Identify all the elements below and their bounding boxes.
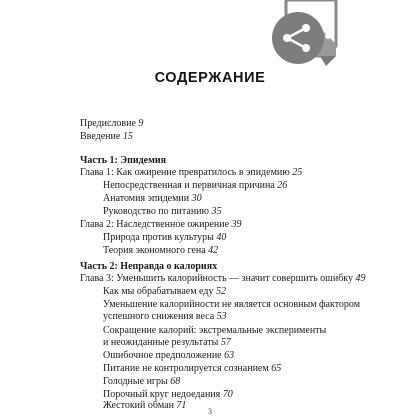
toc-entry-text: Голодные игры: [103, 376, 168, 387]
toc-entry-text: Глава 1: Как ожирение превратилось в эпидемию: [80, 167, 290, 178]
toc-entry-text: успешного снижения веса: [103, 311, 215, 322]
toc-entry-page: 71: [176, 400, 187, 411]
toc-part-text: Часть 2: Неправда о калориях: [80, 261, 218, 272]
toc-entry-text: Глава 3: Уменьшить калорийность — значит совершить ошибку: [80, 273, 353, 284]
toc-entry-page: 53: [216, 311, 227, 322]
toc-entry-preface[interactable]: [80, 118, 143, 130]
page-number: 3: [208, 407, 212, 416]
toc-section[interactable]: [103, 206, 222, 218]
toc-section[interactable]: [103, 325, 326, 337]
toc-chapter-2[interactable]: [80, 219, 242, 231]
toc-entry-text: Теория экономного гена: [103, 245, 206, 256]
toc-section[interactable]: [103, 245, 218, 257]
toc-section-continued[interactable]: [103, 311, 227, 323]
toc-entry-page: 68: [170, 376, 181, 387]
toc-entry-page: 9: [138, 118, 144, 129]
toc-entry-text: Порочный круг недоедания: [103, 389, 221, 400]
toc-part-text: Часть 1: Эпидемия: [80, 155, 167, 166]
toc-entry-page: 42: [208, 245, 219, 256]
toc-entry-page: 40: [216, 232, 227, 243]
toc-entry-text: Глава 2: Наследственное ожирение: [80, 219, 230, 230]
toc-section[interactable]: [103, 299, 360, 311]
toc-entry-page: 57: [220, 337, 231, 348]
toc-entry-page: 30: [191, 193, 202, 204]
share-document-icon[interactable]: [270, 0, 352, 76]
toc-entry-page: 26: [277, 180, 288, 191]
toc-entry-introduction[interactable]: [80, 131, 133, 143]
toc-entry-text: Сокращение калорий: экстремальные эксперименты: [103, 325, 327, 336]
toc-entry-text: Руководство по питанию: [103, 206, 209, 217]
toc-section[interactable]: [103, 350, 234, 362]
toc-entry-text: Ошибочное предположение: [103, 350, 222, 361]
toc-chapter-1[interactable]: [80, 167, 302, 179]
toc-chapter-3[interactable]: [80, 273, 366, 285]
toc-section[interactable]: [103, 286, 226, 298]
toc-entry-text: Питание не контролируется сознанием: [103, 363, 269, 374]
toc-section[interactable]: [103, 376, 180, 388]
toc-part-1[interactable]: [80, 155, 166, 167]
toc-entry-page: 39: [231, 219, 242, 230]
toc-entry-page: 25: [292, 167, 303, 178]
toc-entry-page: 15: [122, 131, 133, 142]
toc-entry-text: Непосредственная и первичная причина: [103, 180, 275, 191]
toc-entry-text: Как мы обрабатываем еду: [103, 286, 214, 297]
toc-entry-page: 52: [215, 286, 226, 297]
toc-entry-page: 49: [355, 273, 366, 284]
page-title: СОДЕРЖАНИЕ: [154, 70, 266, 86]
toc-entry-text: и неожиданные результаты: [103, 337, 219, 348]
toc-entry-text: Анатомия эпидемии: [103, 193, 190, 204]
toc-entry-text: Жестокий обман: [103, 400, 174, 411]
toc-entry-page: 35: [211, 206, 222, 217]
toc-entry-text: Природа против культуры: [103, 232, 214, 243]
toc-entry-text: Введение: [80, 131, 121, 142]
toc-section-continued[interactable]: [103, 337, 231, 349]
toc-entry-page: 70: [222, 389, 233, 400]
toc-section[interactable]: [103, 363, 281, 375]
toc-section[interactable]: [103, 232, 226, 244]
toc-section[interactable]: [103, 193, 202, 205]
toc-entry-page: 63: [224, 350, 235, 361]
toc-entry-text: Предисловие: [80, 118, 136, 129]
toc-part-2[interactable]: [80, 261, 217, 273]
toc-section[interactable]: [103, 180, 287, 192]
toc-entry-page: 65: [271, 363, 282, 374]
toc-entry-text: Уменьшение калорийности не является основным фактором: [103, 299, 361, 310]
